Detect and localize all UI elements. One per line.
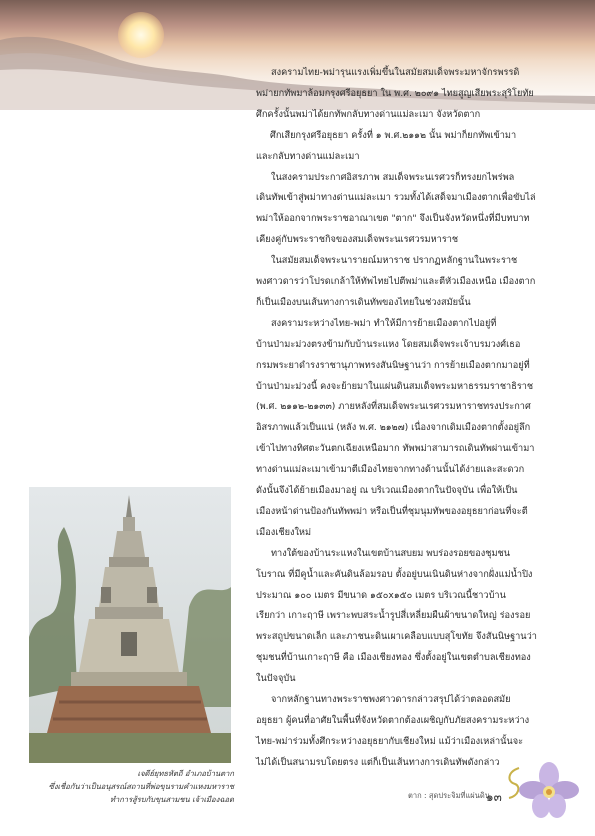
caption-line-2: ซึ่งเชื่อกันว่าเป็นอนุสรณ์สถานที่พ่อขุนรามคำแหงมหาราช: [48, 782, 234, 791]
body-line: เมืองเชียงใหม่: [256, 526, 312, 538]
body-line: ไม่ได้เป็นสนามรบโดยตรง แต่ก็เป็นเส้นทางการเดินทัพดังกล่าว: [256, 756, 500, 768]
body-line: ประมาณ ๑๐๐ เมตร มีขนาด ๑๕๐x๑๕๐ เมตร บริเวณนี้ชาวบ้าน: [256, 589, 506, 601]
body-line: ก็เป็นเมืองบนเส้นทางการเดินทัพของไทยในช่วงสมัยนั้น: [256, 296, 471, 308]
body-line: จากหลักฐานทางพระราชพงศาวดารกล่าวสรุปได้ว่าตลอดสมัย: [271, 694, 511, 705]
body-line: ในสมัยสมเด็จพระนารายณ์มหาราช ปรากฏหลักฐานในพระราช: [271, 255, 518, 267]
body-line: ไทย-พม่าร่วมทั้งศึกระหว่างอยุธยากับเชียงใหม่ แม้ว่าเมืองเหล่านั้นจะ: [256, 735, 524, 747]
body-line: เมืองหน้าด่านป้องกันทัพพม่า หรือเป็นที่ชุมนุมทัพของอยุธยาก่อนที่จะตี: [256, 505, 528, 517]
body-line: ดังนั้นจึงได้ย้ายเมืองมาอยู่ ณ บริเวณเมืองตากในปัจจุบัน เพื่อให้เป็น: [256, 485, 518, 496]
body-line: ในปัจจุบัน: [256, 673, 296, 685]
caption-line-3: ทำการสู้รบกับขุนสามชน เจ้าเมืองฉอด: [109, 795, 234, 804]
photo-caption: [28, 767, 234, 806]
body-line: เรียกว่า เกาะฤาษี เพราะพบสระน้ำรูปสี่เหลี่ยมผืนผ้าขนาดใหญ่ ร่องรอย: [256, 610, 531, 622]
orchid-flower-icon: [519, 760, 579, 822]
body-line: เข้าไปทางทิศตะวันตกเฉียงเหนือมาก ทัพพม่าสามารถเดินทัพผ่านเข้ามา: [256, 443, 535, 455]
body-line: สงครามระหว่างไทย-พม่า ทำให้มีการย้ายเมืองตากไปอยู่ที่: [271, 317, 497, 329]
body-line: กรมพระยาดำรงราชานุภาพทรงสันนิษฐานว่า การย้ายเมืองตากมาอยู่ที่: [256, 359, 530, 371]
body-line: อยุธยา ผู้คนที่อาศัยในพื้นที่จังหวัดตากต้องเผชิญกับภัยสงครามระหว่าง: [256, 714, 530, 726]
body-line: บ้านป่ามะม่วงนี้ คงจะย้ายมาในแผ่นดินสมเด็จพระมหาธรรมราชาธิราช: [256, 380, 534, 392]
page-number: ๑๓: [486, 790, 502, 804]
body-line: (พ.ศ. ๒๑๑๒-๒๑๓๓) ภายหลังที่สมเด็จพระนเรศวรมหาราชทรงประกาศ: [256, 401, 531, 413]
body-line: สงครามไทย-พม่ารุนแรงเพิ่มขึ้นในสมัยสมเด็จพระมหาจักรพรรดิ: [271, 67, 520, 78]
footer-title: ตาก : สุดประจิมที่แผ่นดิน: [408, 791, 490, 800]
body-line: โบราณ ที่มีคูน้ำและคันดินล้อมรอบ ตั้งอยู่บนเนินดินห่างจากฝั่งแม่น้ำปิง: [256, 568, 533, 580]
body-line: พม่ายกทัพมาล้อมกรุงศรีอยุธยา ใน พ.ศ. ๒๐๙๑ ไทยสูญเสียพระสุริโยทัย: [256, 87, 534, 99]
body-line: ศึกเสียกรุงศรีอยุธยา ครั้งที่ ๑ พ.ศ.๒๑๑๒ นั้น พม่าก็ยกทัพเข้ามา: [270, 129, 517, 141]
caption-line-1: เจดีย์ยุทธหัตถี อำเภอบ้านตาก: [137, 769, 234, 778]
stupa-photo: [29, 487, 231, 763]
body-line: ในสงครามประกาศอิสรภาพ สมเด็จพระนเรศวรก็ทรงยกไพร่พล: [271, 171, 515, 183]
body-line: พระสถูปขนาดเล็ก และภาชนะดินเผาเคลือบแบบสุโขทัย จึงสันนิษฐานว่า: [256, 631, 537, 643]
body-line: เดินทัพเข้าสู่พม่าทางด่านแม่ละเมา รวมทั้งได้เสด็จมาเมืองตากเพื่อขับไล่: [256, 192, 536, 204]
body-line: ทางด่านแม่ละเมาเข้ามาตีเมืองไทยจากทางด้านนั้นได้ง่ายและสะดวก: [256, 464, 525, 476]
body-line: ชุมชนที่บ้านเกาะฤาษี คือ เมืองเชียงทอง ซึ่งตั้งอยู่ในเขตตำบลเชียงทอง: [256, 652, 531, 664]
body-line: ทางใต้ของบ้านระแหงในเขตบ้านสบยม พบร่องรอยของชุมชน: [271, 547, 511, 559]
body-line: อิสรภาพแล้วเป็นแน่ (หลัง พ.ศ. ๒๑๒๗) เนื่องจากเดิมเมืองตากตั้งอยู่ลึก: [256, 422, 531, 434]
body-line: พงศาวดารว่าโปรดเกล้าให้ทัพไทยไปตีพม่าและตีหัวเมืองเหนือ เมืองตาก: [256, 276, 536, 287]
body-line: พม่าให้ออกจากพระราชอาณาเขต "ตาก" จึงเป็นจังหวัดหนึ่งที่มีบทบาท: [256, 213, 530, 225]
body-line: และกลับทางด่านแม่ละเมา: [256, 150, 360, 162]
body-line: ศึกครั้งนั้นพม่าได้ยกทัพกลับทางด่านแม่ละเมา จังหวัดตาก: [256, 108, 481, 120]
body-line: เคียงคู่กับพระราชกิจของสมเด็จพระนเรศวรมหาราช: [256, 234, 459, 246]
body-line: บ้านป่ามะม่วงตรงข้ามกับบ้านระแหง โดยสมเด็จพระเจ้าบรมวงศ์เธอ: [256, 338, 521, 350]
